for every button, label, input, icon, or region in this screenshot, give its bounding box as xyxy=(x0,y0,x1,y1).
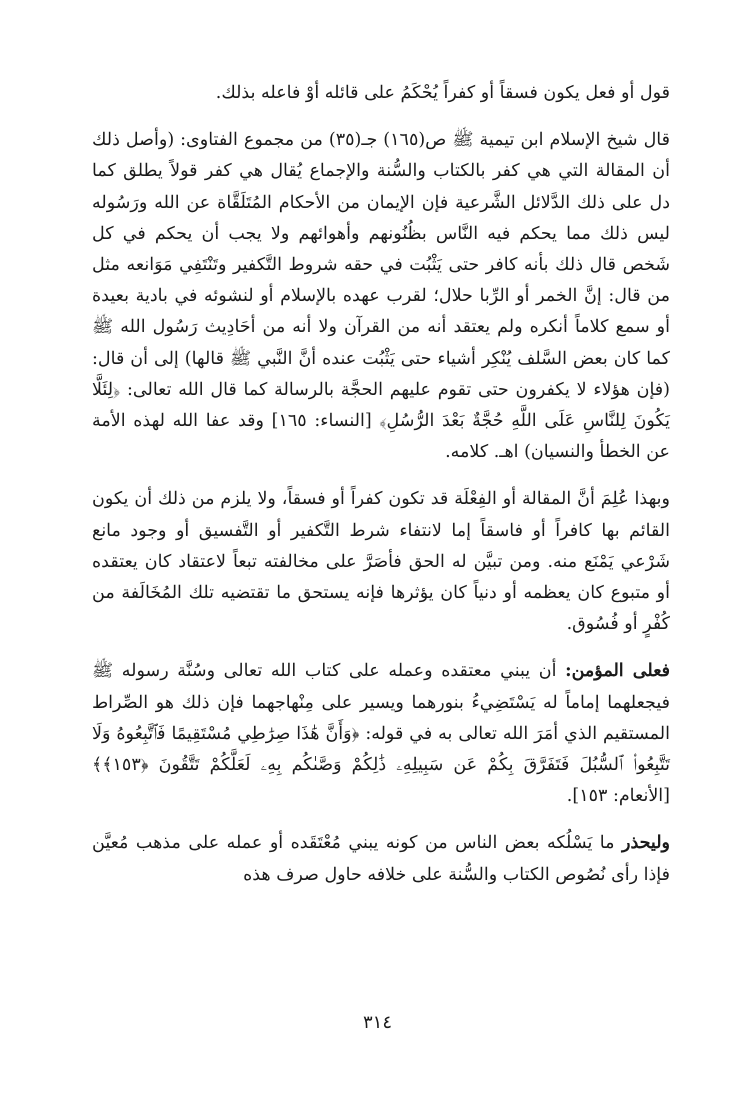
paragraph-lead: وليحذر xyxy=(622,833,670,854)
paragraph-text: أن يبني معتقده وعمله على كتاب الله تعالى وسُنَّة رسوله ﷺ فيجعلهما إماماً له يَسْتَضِيءُ بنورهما ويسير على مِنْهاجهما فإن ذلك هو الصِّراط المستقيم الذي أمَرَ الله تعالى به في قوله: ﴿وَأَنَّ هَٰذَا صِرَٰطِي مُسْتَقِيمًا فَٱتَّبِعُوهُ وَلَا تَتَّبِعُوا۟ ٱلسُّبُلَ فَتَفَرَّقَ بِكُمْ عَن سَبِيلِهِۦ ذَٰلِكُمْ وَصَّىٰكُم بِهِۦ لَعَلَّكُمْ تَتَّقُونَ ﴿١٥٣﴾﴾ [الأنعام: ١٥٣]. xyxy=(92,661,670,807)
paragraph-conclusion xyxy=(92,484,670,640)
paragraph-text: وبهذا عُلِمَ أنَّ المقالة أو الفِعْلَة قد تكون كفراً أو فسقاً، ولا يلزم من ذلك أن يكون القائم بها كافراً أو فاسقاً إما لانتفاء شرط التَّكفير أو التَّفسيق أو وجود مانع شَرْعي يَمْنَع منه. ومن تبيَّن له الحق فأصَرَّ على مخالفته تبعاً لاعتقاد كان يعتقده أو متبوع كان يعظمه أو دنياً كان يؤثرها فإنه يستحق ما تقتضيه تلك المُخَالَفة من كُفْرٍ أو فُسُوق. xyxy=(92,489,670,635)
paragraph-text: ما يَسْلُكه بعض الناس من كونه يبني مُعْتَقَده أو عمله على مذهب مُعيَّن فإذا رأى نُصُوص الكتاب والسُّنة على خلافه حاول صرف هذه xyxy=(92,833,670,885)
paragraph-warning xyxy=(92,828,670,890)
paragraph-ibn-taymiyyah-quote xyxy=(92,125,670,468)
paragraph-text: قال شيخ الإسلام ابن تيمية ﷺ ص(١٦٥) جـ(٣٥) من مجموع الفتاوى: (وأصل ذلك أن المقالة التي هي كفر بالكتاب والسُّنة والإجماع يُقال هي كفر قولاً يطلق كما دل على ذلك الدَّلائل الشَّرعية فإن الإيمان من الأحكام المُتَلَقَّاة عن الله ورَسُوله ليس ذلك مما يحكم فيه النَّاس بظُنُونهم وأهوائهم ولا يجب أن يحكم في كل شَخص قال ذلك بأنه كافر حتى يَثْبُت في حقه شروط التَّكفير وتَنْتَفِي مَوَانعه مثل من قال: إنَّ الخمر أو الرِّبا حلال؛ لقرب عهده بالإسلام أو لنشوئه في بادية بعيدة أو سمع كلاماً أنكره ولم يعتقد أنه من القرآن ولا أنه من أحَادِيث رَسُول الله ﷺ كما كان بعض السَّلف يُنْكِر أشياء حتى يَثْبُت عنده أنَّ النَّبي ﷺ قالها) إلى أن قال: (فإن هؤلاء لا يكفرون حتى تقوم عليهم الحجَّة بالرسالة كما قال الله تعالى: ﴿لِئَلَّا يَكُونَ لِلنَّاسِ عَلَى اللَّهِ حُجَّةٌ بَعْدَ الرُّسُلِ﴾ [النساء: ١٦٥] وقد عفا الله لهذه الأمة عن الخطأ والنسيان) اهـ. كلامه. xyxy=(92,130,670,463)
paragraph-lead: فعلى المؤمن: xyxy=(565,661,670,682)
paragraph-continuation xyxy=(92,78,670,109)
paragraph-believer xyxy=(92,656,670,812)
page-body xyxy=(92,78,670,891)
paragraph-text: قول أو فعل يكون فسقاً أو كفراً يُحْكَمُ على قائله أوْ فاعله بذلك. xyxy=(215,83,670,103)
page-number: ٣١٤ xyxy=(362,1012,392,1033)
